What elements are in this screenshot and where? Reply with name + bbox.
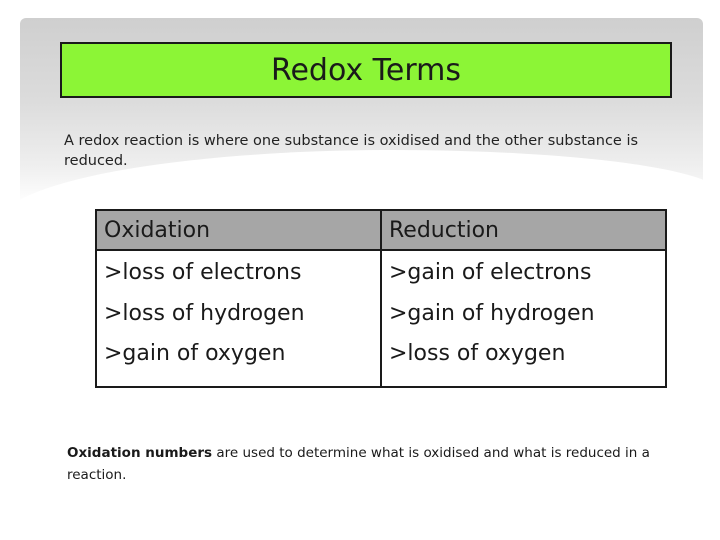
oxidation-item: >loss of hydrogen bbox=[104, 300, 305, 326]
reduction-column bbox=[380, 211, 665, 386]
oxidation-heading: Oxidation bbox=[97, 211, 380, 251]
footer-bold-term: Oxidation numbers bbox=[67, 445, 213, 461]
intro-text: A redox reaction is where one substance is oxidised and the other substance is reduced. bbox=[64, 133, 639, 169]
reduction-item: >gain of electrons bbox=[389, 260, 592, 285]
reduction-list bbox=[382, 251, 665, 375]
oxidation-item: >loss of electrons bbox=[104, 260, 302, 285]
reduction-item: >gain of hydrogen bbox=[389, 300, 595, 326]
title-box bbox=[60, 42, 672, 98]
footer-note bbox=[67, 442, 687, 486]
oxidation-item: >gain of oxygen bbox=[104, 341, 286, 366]
reduction-item: >loss of oxygen bbox=[389, 341, 566, 366]
footer-text: are used to determine what is oxidised and what is reduced in a reaction. bbox=[67, 445, 650, 483]
oxidation-list bbox=[97, 251, 380, 375]
redox-terms-table bbox=[95, 209, 667, 388]
reduction-heading: Reduction bbox=[382, 211, 665, 251]
slide-title: Redox Terms bbox=[270, 52, 462, 88]
oxidation-column bbox=[97, 211, 380, 386]
